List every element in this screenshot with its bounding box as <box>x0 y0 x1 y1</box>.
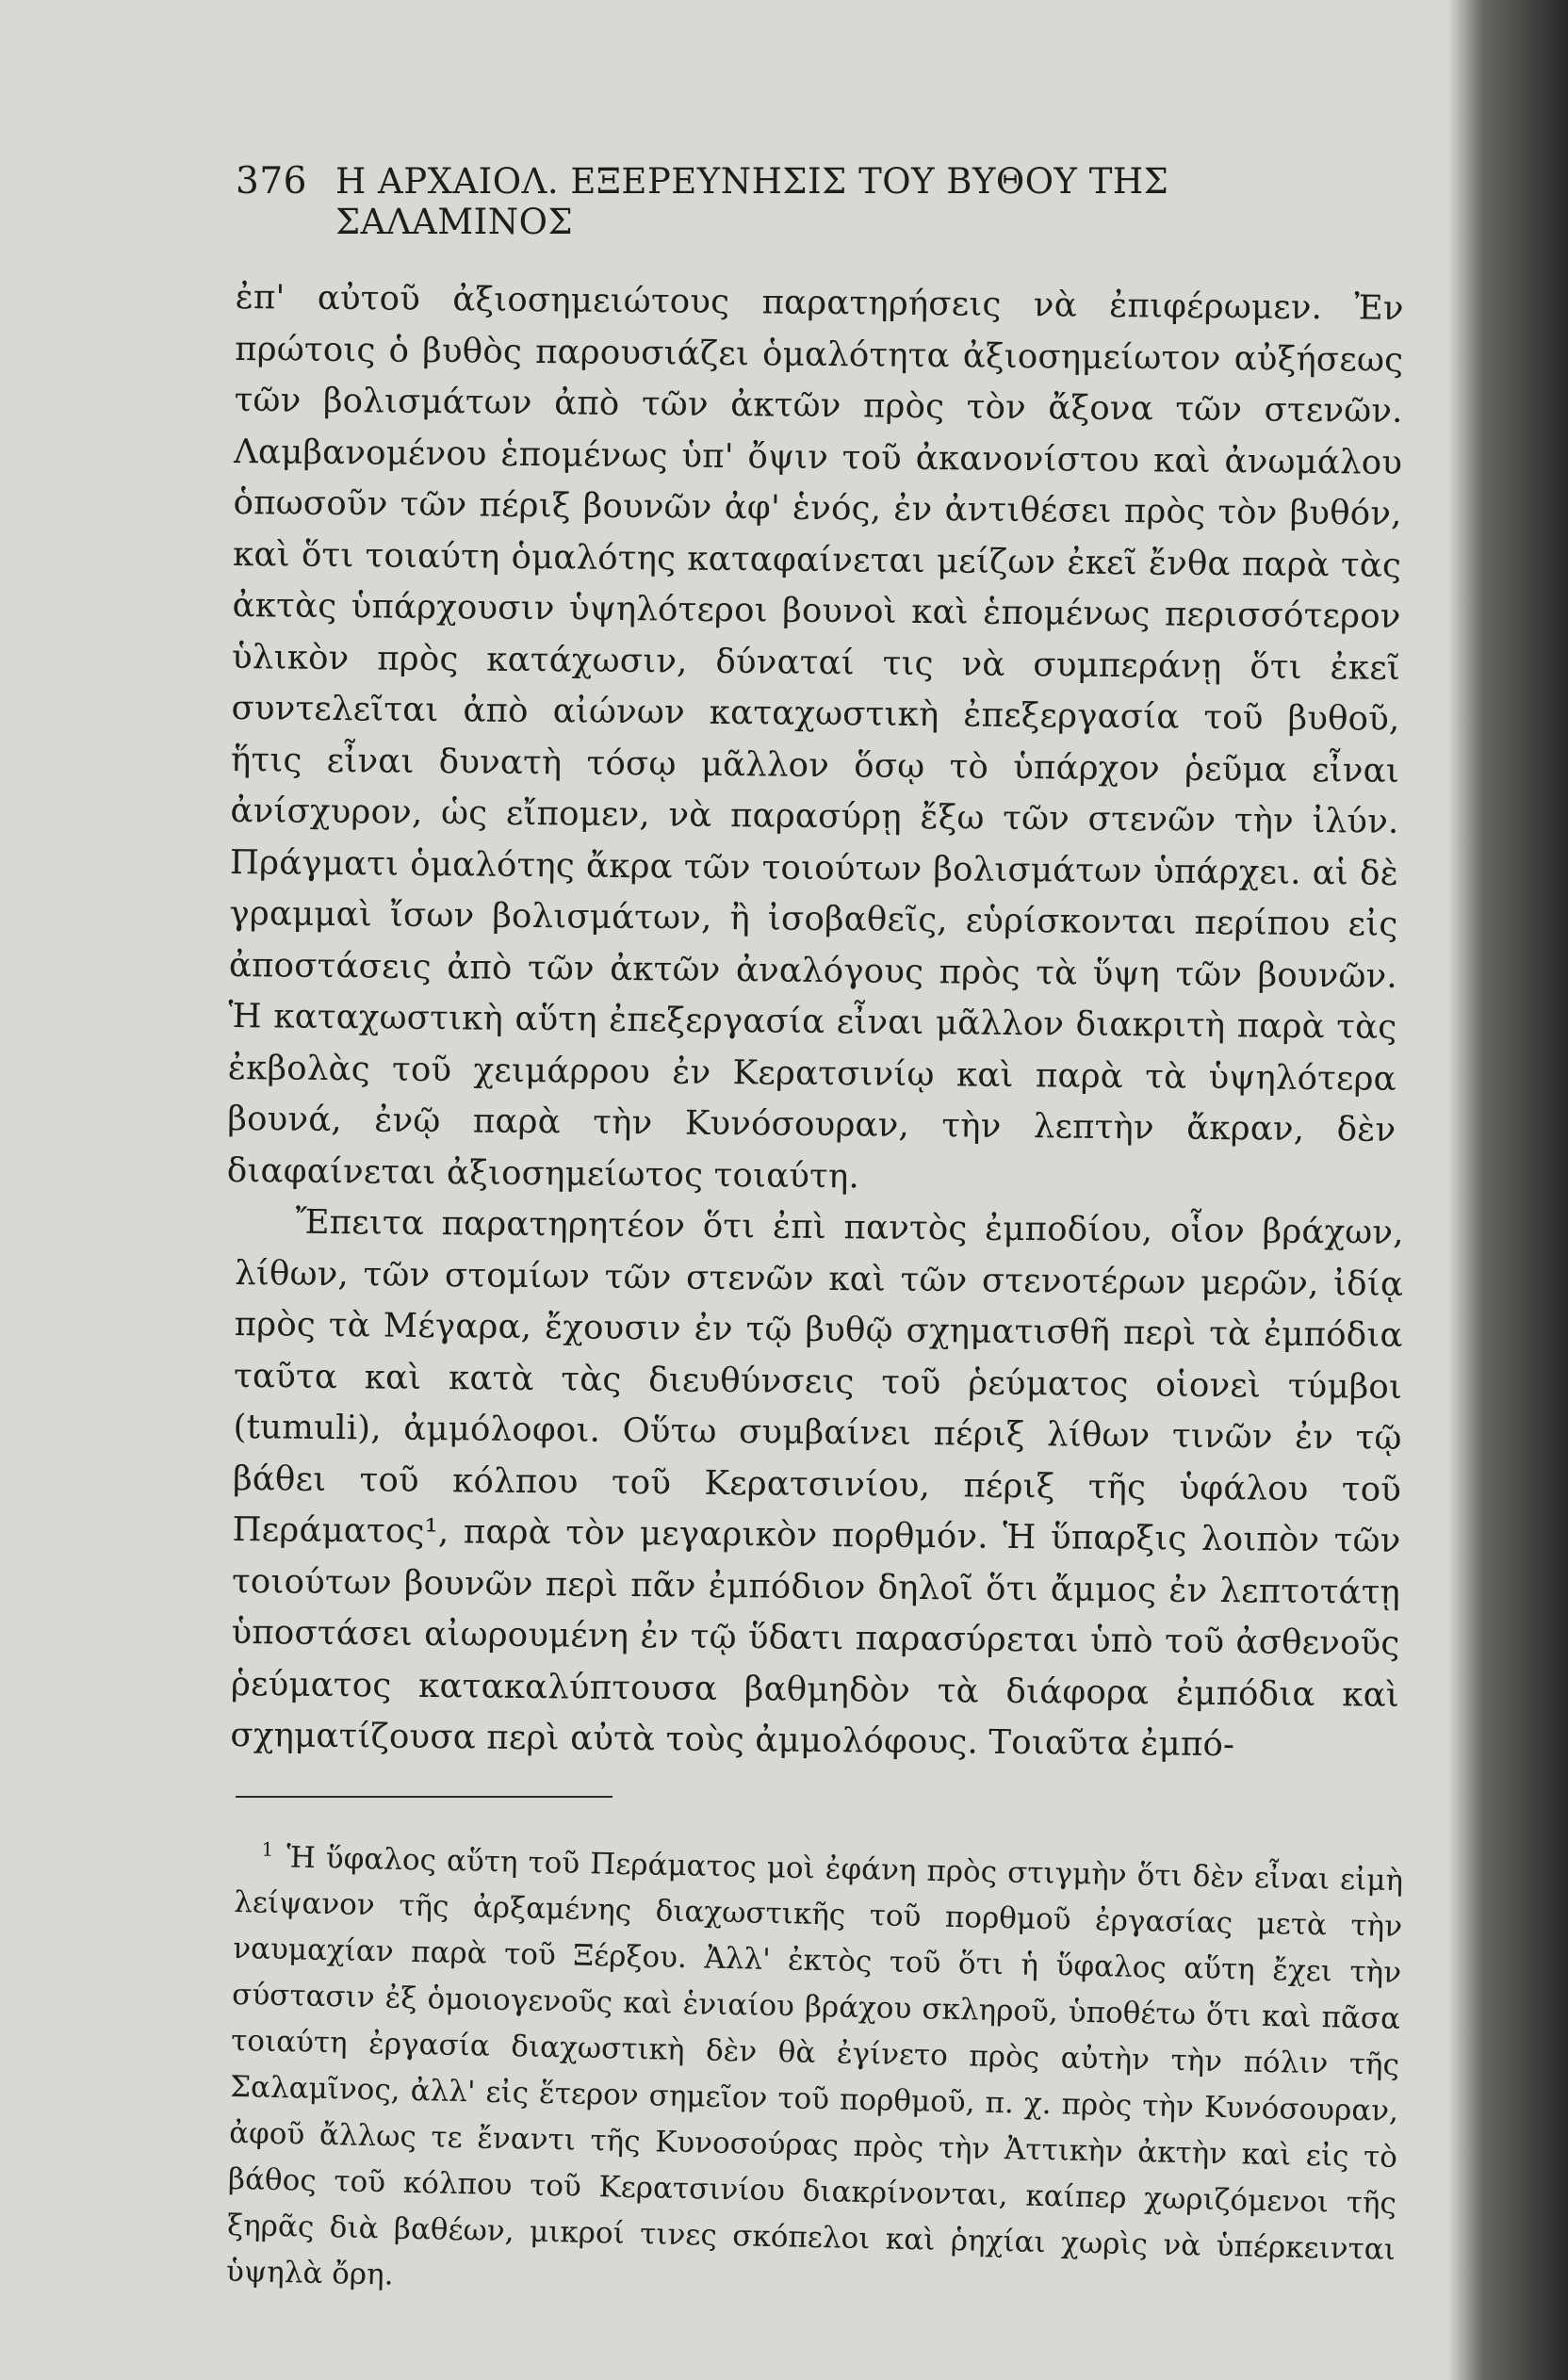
page-number: 376 <box>236 160 307 203</box>
footnote-text: Ἡ ὕφαλος αὕτη τοῦ Περάματος μοὶ ἐφάνη πρὸς στιγμὴν ὅτι δὲν εἶναι εἰμὴ λείψανον τῆς ἀρξαμένης διαχωστικῆς τοῦ πορθμοῦ ἐργασίας μετὰ τὴν ναυμαχίαν παρὰ τοῦ Ξέρξου. Ἀλλ' ἐκτὸς τοῦ ὅτι ἡ ὕφαλος αὕτη ἔχει τὴν σύστασιν ἐξ ὁμοιογενοῦς καὶ ἑνιαίου βράχου σκληροῦ, ὑποθέτω ὅτι καὶ πᾶσα τοιαύτη ἐργασία διαχωστικὴ δὲν θὰ ἐγίνετο πρὸς αὐτὴν τὴν πόλιν τῆς Σαλαμῖνος, ἀλλ' εἰς ἕτερον σημεῖον τοῦ πορθμοῦ, π. χ. πρὸς τὴν Κυνόσουραν, ἀφοῦ ἄλλως τε ἔναντι τῆς Κυνοσούρας πρὸς τὴν Ἀττικὴν ἀκτὴν καὶ εἰς τὸ βάθος τοῦ κόλπου τοῦ Κερατσινίου διακρίνονται, καίπερ χωριζόμενοι τῆς ξηρᾶς διὰ βαθέων, μικροί τινες σκόπελοι καὶ ῥηχίαι χωρὶς νὰ ὑπέρκεινται ὑψηλὰ ὄρη. <box>225 1839 1404 2292</box>
running-header <box>236 160 1404 242</box>
book-page <box>225 160 1404 2295</box>
running-title: Η ΑΡΧΑΙΟΛ. ΕΞΕΡΕΥΝΗΣΙΣ ΤΟΥ ΒΥΘΟΥ ΤΗΣ ΣΑΛΑΜΙΝΟΣ <box>335 161 1169 242</box>
body-text <box>226 272 1404 1765</box>
paragraph: Ἔπειτα παρατηρητέον ὅτι ἐπὶ παντὸς ἐμποδίου, οἷον βράχων, λίθων, τῶν στομίων τῶν στενῶν καὶ τῶν στενοτέρων μερῶν, ἰδίᾳ πρὸς τὰ Μέγαρα, ἔχουσιν ἐν τῷ βυθῷ σχηματισθῆ περὶ τὰ ἐμπόδια ταῦτα καὶ κατὰ τὰς διευθύνσεις τοῦ ῥεύματος οἱονεὶ τύμβοι (tumuli), ἀμμόλοφοι. Οὕτω συμβαίνει πέριξ λίθων τινῶν ἐν τῷ βάθει τοῦ κόλπου τοῦ Κερατσινίου, πέριξ τῆς ὑφάλου τοῦ Περάματος¹, παρὰ τὸν μεγαρικὸν πορθμόν. Ἡ ὕπαρξις λοιπὸν τῶν τοιούτων βουνῶν περὶ πᾶν ἐμπόδιον δηλοῖ ὅτι ἄμμος ἐν λεπτοτάτῃ ὑποστάσει αἰωρουμένη ἐν τῷ ὕδατι παρασύρεται ὑπὸ τοῦ ἀσθενοῦς ῥεύματος κατακαλύπτουσα βαθμηδὸν τὰ διάφορα ἐμπόδια καὶ σχηματίζουσα περὶ αὐτὰ τοὺς ἀμμολόφους. Τοιαῦτα ἐμπό- <box>230 1202 1404 1765</box>
paragraph: ἐπ' αὐτοῦ ἀξιοσημειώτους παρατηρήσεις νὰ ἐπιφέρωμεν. Ἐν πρώτοις ὁ βυθὸς παρουσιάζει ὁμαλότητα ἀξιοσημείωτον αὐξήσεως τῶν βολισμάτων ἀπὸ τῶν ἀκτῶν πρὸς τὸν ἄξονα τῶν στενῶν. Λαμβανομένου ἑπομένως ὑπ' ὄψιν τοῦ ἀκανονίστου καὶ ἀνωμάλου ὁπωσοῦν τῶν πέριξ βουνῶν ἀφ' ἑνός, ἐν ἀντιθέσει πρὸς τὸν βυθόν, καὶ ὅτι τοιαύτη ὁμαλότης καταφαίνεται μείζων ἐκεῖ ἔνθα παρὰ τὰς ἀκτὰς ὑπάρχουσιν ὑψηλότεροι βουνοὶ καὶ ἑπομένως περισσότερον ὑλικὸν πρὸς κατάχωσιν, δύναταί τις νὰ συμπεράνῃ ὅτι ἐκεῖ συντελεῖται ἀπὸ αἰώνων καταχωστικὴ ἐπεξεργασία τοῦ βυθοῦ, ἥτις εἶναι δυνατὴ τόσῳ μᾶλλον ὅσῳ τὸ ὑπάρχον ῥεῦμα εἶναι ἀνίσχυρον, ὡς εἴπομεν, νὰ παρασύρῃ ἔξω τῶν στενῶν τὴν ἰλύν. Πράγματι ὁμαλότης ἄκρα τῶν τοιούτων βολισμάτων ὑπάρχει. αἱ δὲ γραμμαὶ ἴσων βολισμάτων, ἢ ἰσοβαθεῖς, εὑρίσκονται περίπου εἰς ἀποστάσεις ἀπὸ τῶν ἀκτῶν ἀναλόγους πρὸς τὰ ὕψη τῶν βουνῶν. Ἡ καταχωστικὴ αὕτη ἐπεξεργασία εἶναι μᾶλλον διακριτὴ παρὰ τὰς ἐκβολὰς τοῦ χειμάρρου ἐν Κερατσινίῳ καὶ παρὰ τὰ ὑψηλότερα βουνά, ἐνῷ παρὰ τὴν Κυνόσουραν, τὴν λεπτὴν ἄκραν, δὲν διαφαίνεται ἀξιοσημείωτος τοιαύτη. <box>226 277 1404 1196</box>
footnote-marker: 1 <box>261 1837 274 1861</box>
footnote-divider <box>236 1796 612 1798</box>
footnote <box>226 1826 1404 2320</box>
